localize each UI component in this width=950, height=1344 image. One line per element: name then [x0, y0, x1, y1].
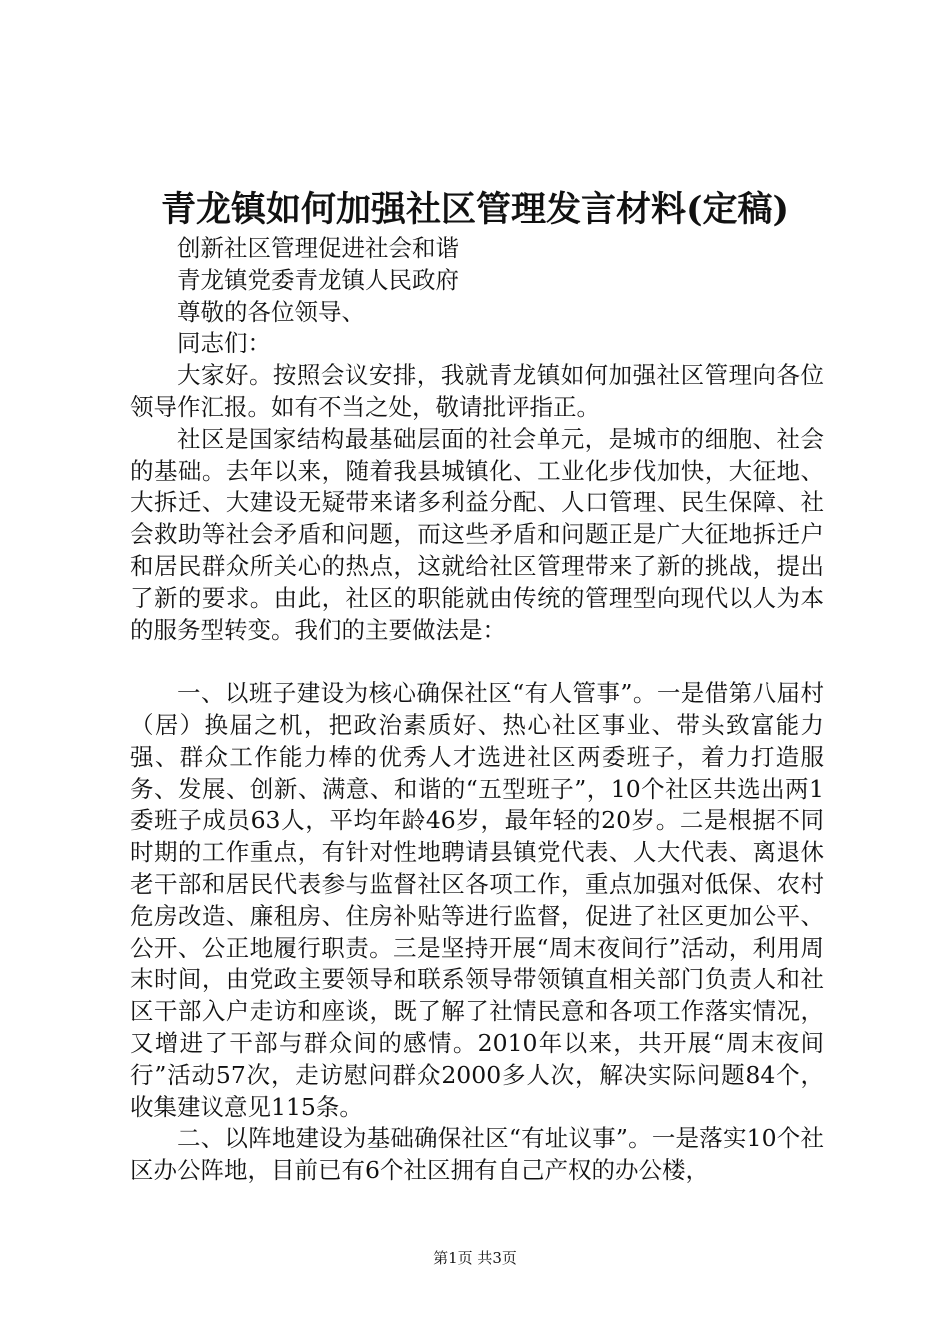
paragraph-greeting: 大家好。按照会议安排，我就青龙镇如何加强社区管理向各位领导作汇报。如有不当之处，敬请批评指正。 [130, 361, 824, 421]
document-title: 青龙镇如何加强社区管理发言材料(定稿) [160, 189, 790, 230]
paragraph-salutation-2: 同志们： [177, 329, 271, 358]
document-body [130, 233, 824, 1187]
paragraph-background: 社区是国家结构最基础层面的社会单元，是城市的细胞、社会的基础。去年以来，随着我县城镇化、工业化步伐加快，大征地、大拆迁、大建设无疑带来诸多利益分配、人口管理、民生保障、社会救助等社会矛盾和问题，而这些矛盾和问题正是广大征地拆迁户和居民群众所关心的热点，这就给社区管理带来了新的挑战，提出了新的要求。由此，社区的职能就由传统的管理型向现代以人为本的服务型转变。我们的主要做法是： [130, 424, 824, 644]
paragraph-subtitle: 创新社区管理促进社会和谐 [177, 234, 459, 262]
paragraph-section-1: 一、以班子建设为核心确保社区“有人管事”。一是借第八届村（居）换届之机，把政治素质好、热心社区事业、带头致富能力强、群众工作能力棒的优秀人才选进社区两委班子，着力打造服务、发展、创新、满意、和谐的“五型班子”，10个社区共选出两1委班子成员63人，平均年龄46岁，最年轻的20岁。二是根据不同时期的工作重点，有针对性地聘请县镇党代表、人大代表、离退休老干部和居民代表参与监督社区各项工作，重点加强对低保、农村危房改造、廉租房、住房补贴等进行监督，促进了社区更加公平、公开、公正地履行职责。三是坚持开展“周末夜间行”活动，利用周末时间，由党政主要领导和联系领导带领镇直相关部门负责人和社区干部入户走访和座谈，既了解了社情民意和各项工作落实情况，又增进了干部与群众间的感情。2010年以来，共开展“周末夜间行”活动57次，走访慰问群众2000多人次，解决实际问题84个，收集建议意见115条。 [130, 679, 824, 1121]
paragraph-salutation: 尊敬的各位领导、 [177, 297, 365, 326]
page-number: 第1页 共3页 [433, 1249, 517, 1267]
paragraph-issuer: 青龙镇党委青龙镇人民政府 [177, 265, 459, 294]
paragraph-section-2: 二、以阵地建设为基础确保社区“有址议事”。一是落实10个社区办公阵地，目前已有6个社区拥有自己产权的办公楼， [130, 1124, 824, 1185]
